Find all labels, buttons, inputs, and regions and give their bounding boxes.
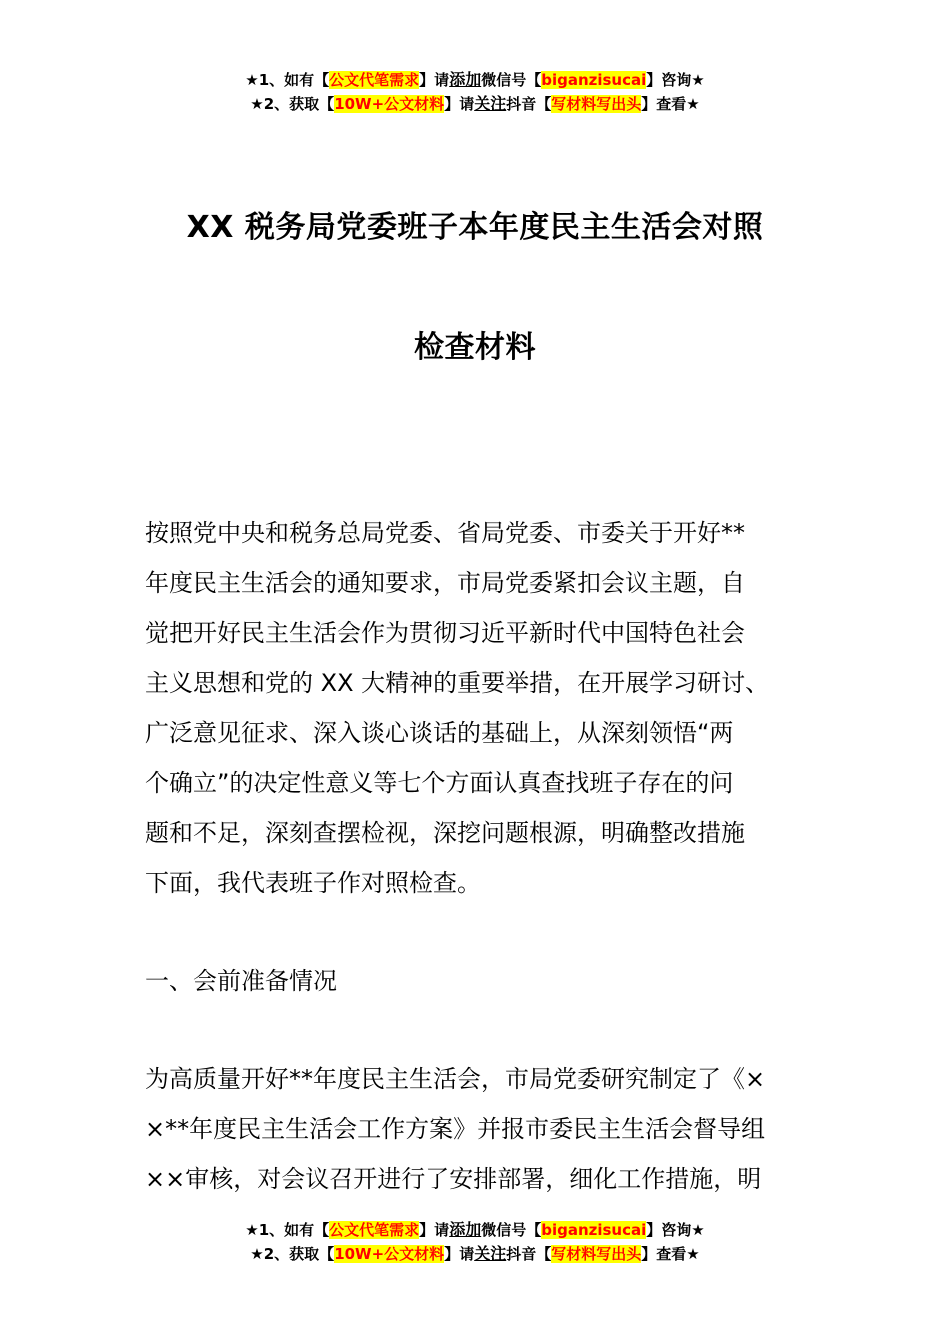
document-title-line-1: XX 税务局党委班子本年度民主生活会对照 [186,210,764,245]
banner-text: 】查看★ [641,95,700,113]
banner-text: 】请 [444,1245,475,1263]
text-line: 按照党中央和税务总局党委、省局党委、市委关于开好** [145,519,745,547]
douyin-id: 写材料写出头 [551,95,642,113]
wechat-id: biganzisucai [541,1221,647,1239]
text-line: 广泛意见征求、深入谈心谈话的基础上，从深刻领悟“两 [145,719,734,747]
top-banner [0,68,950,116]
banner-text: 】咨询★ [646,71,705,89]
banner-text: 】请 [419,1221,450,1239]
underlined-text: 关注 [474,1244,507,1263]
text-line: 为高质量开好**年度民主生活会，市局党委研究制定了《× [145,1065,766,1093]
banner-text: 】咨询★ [646,1221,705,1239]
banner-text: ★1、如有【 [245,1221,330,1239]
banner-line-1 [0,68,950,92]
banner-text: 抖音【 [506,95,552,113]
text-line: ×**年度民主生活会工作方案》并报市委民主生活会督导组 [145,1115,766,1143]
banner-text: ★2、获取【 [250,1245,335,1263]
text-line: 题和不足，深刻查摆检视，深挖问题根源，明确整改措施 [145,819,745,847]
banner-text: 微信号【 [481,71,542,89]
banner-text: 】查看★ [641,1245,700,1263]
paragraph-preparation [145,1054,810,1204]
wechat-id: biganzisucai [541,71,647,89]
text-line: 个确立”的决定性意义等七个方面认真查找班子存在的问 [145,769,734,797]
banner-text: 】请 [419,71,450,89]
highlight-text: 10W+公文材料 [334,95,445,113]
text-line: 主义思想和党的 XX 大精神的重要举措，在开展学习研讨、 [145,669,770,697]
paragraph-intro [145,508,810,908]
banner-text: ★1、如有【 [245,71,330,89]
text-line: 觉把开好民主生活会作为贯彻习近平新时代中国特色社会 [145,619,745,647]
underlined-text: 关注 [474,94,507,113]
banner-text: ★2、获取【 [250,95,335,113]
section-heading-text: 一、会前准备情况 [145,967,337,995]
banner-line-2 [0,1242,950,1266]
underlined-text: 添加 [449,1220,482,1239]
document-title-line-2: 检查材料 [414,330,536,365]
underlined-text: 添加 [449,70,482,89]
banner-line-2 [0,92,950,116]
banner-line-1 [0,1218,950,1242]
bottom-banner [0,1218,950,1266]
text-line: ××审核，对会议召开进行了安排部署，细化工作措施，明 [145,1165,762,1193]
banner-text: 抖音【 [506,1245,552,1263]
text-line: 年度民主生活会的通知要求，市局党委紧扣会议主题，自 [145,569,745,597]
highlight-text: 公文代笔需求 [329,1221,420,1239]
douyin-id: 写材料写出头 [551,1245,642,1263]
banner-text: 】请 [444,95,475,113]
highlight-text: 公文代笔需求 [329,71,420,89]
highlight-text: 10W+公文材料 [334,1245,445,1263]
section-heading [145,956,810,1006]
banner-text: 微信号【 [481,1221,542,1239]
text-line: 下面，我代表班子作对照检查。 [145,869,481,897]
